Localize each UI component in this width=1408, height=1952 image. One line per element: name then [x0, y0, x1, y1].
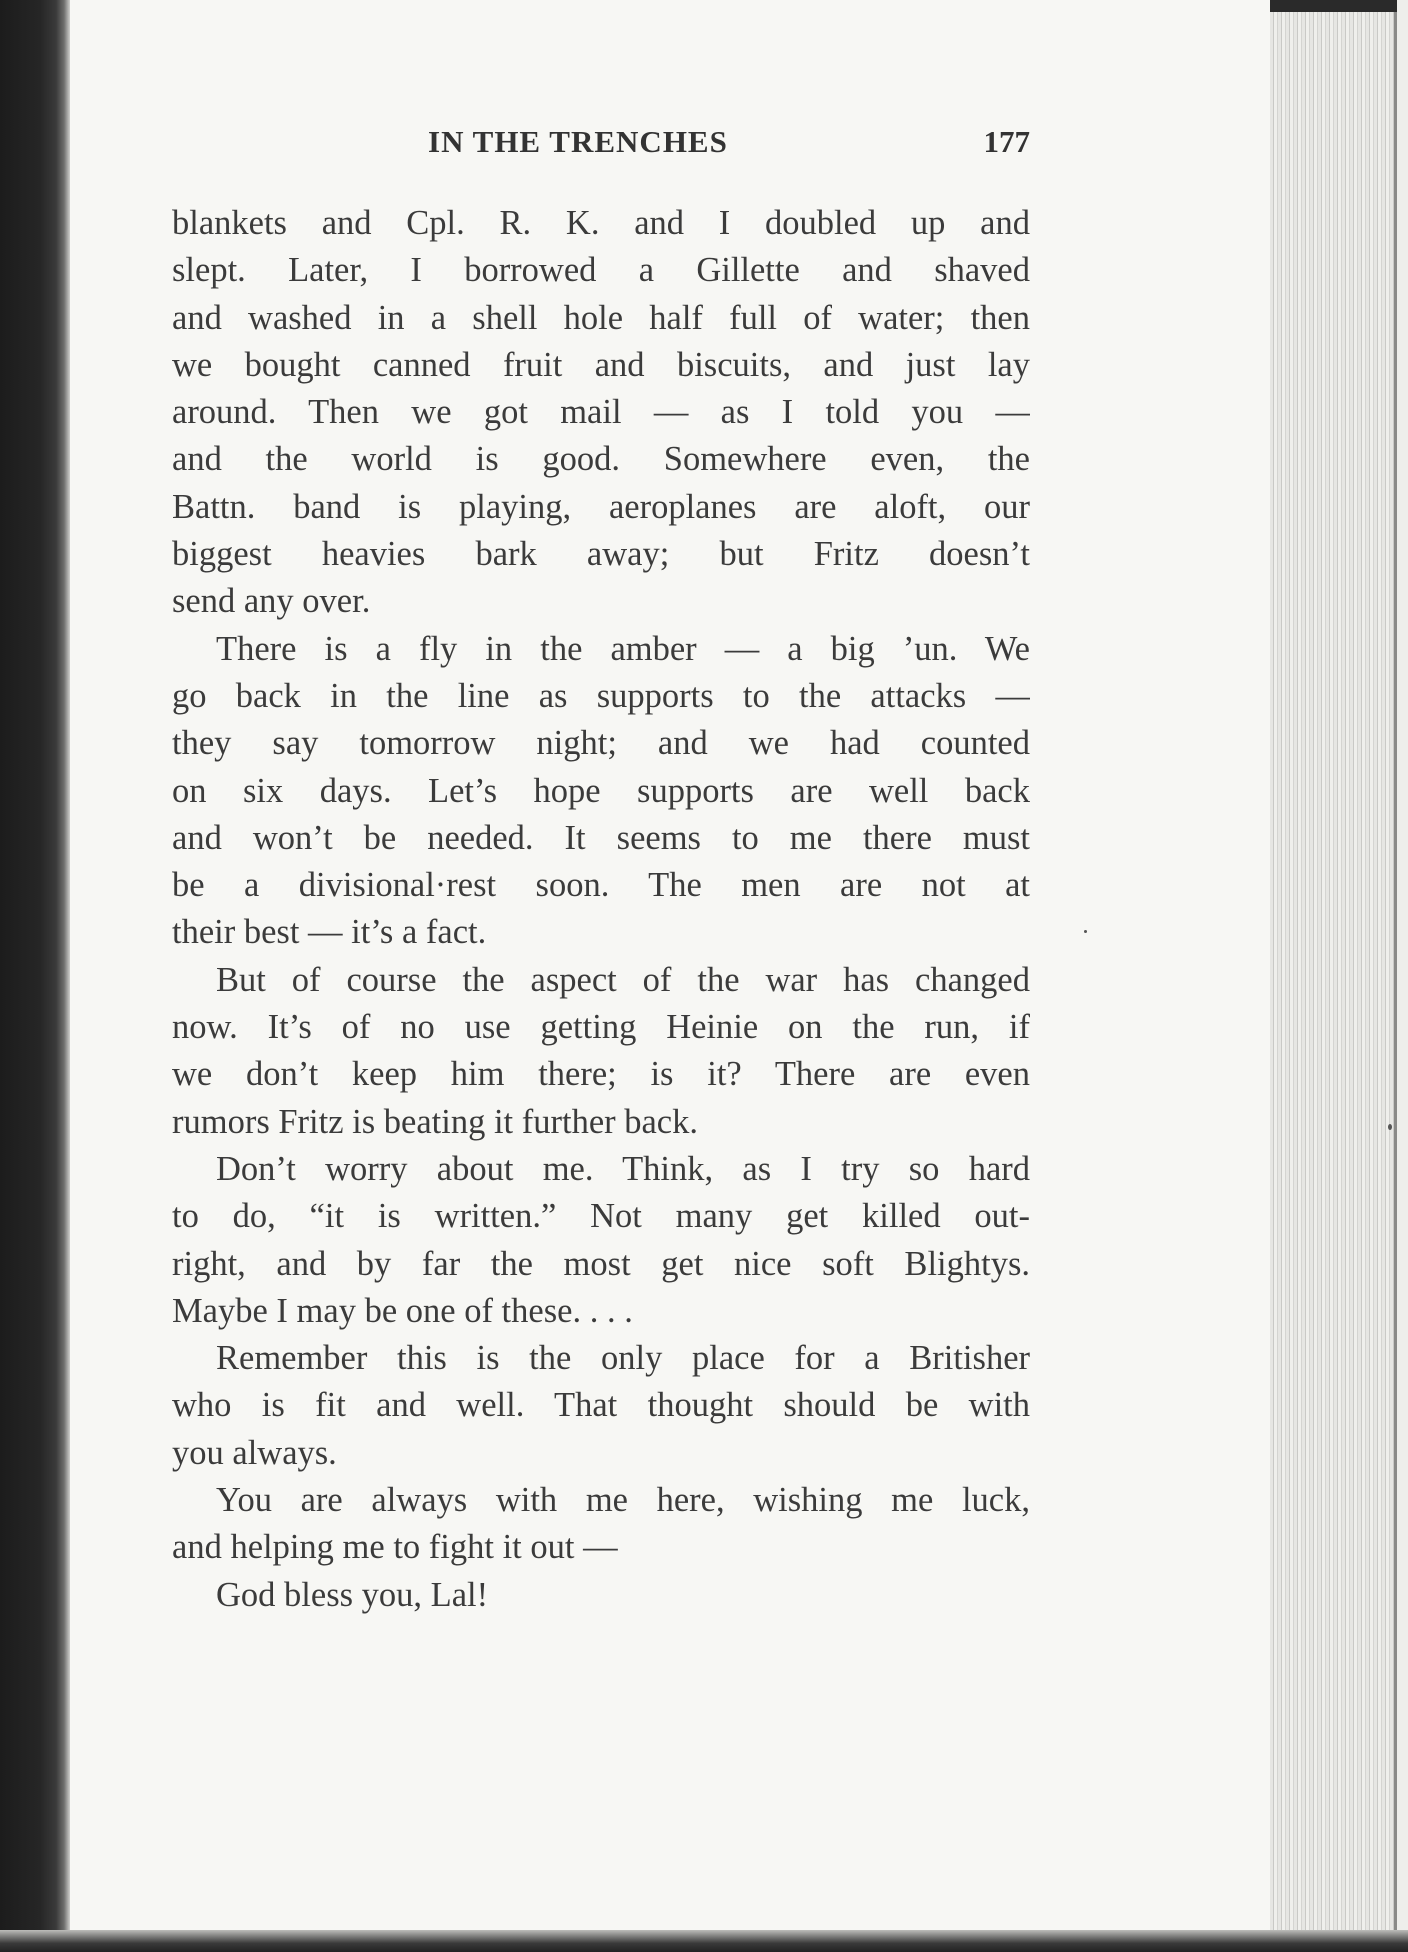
dust-speck [1084, 930, 1087, 933]
scan-bottom-edge [0, 1930, 1408, 1952]
text-line: and helping me to fight it out — [172, 1528, 618, 1567]
text-line: now. It’s of no use getting Heinie on the run, if [172, 1008, 1030, 1047]
body-text [172, 200, 1030, 1619]
text-line: be a divisional·rest soon. The men are not at [172, 866, 1030, 905]
text-line: we bought canned fruit and biscuits, and just lay [172, 345, 1030, 384]
text-line: Battn. band is playing, aeroplanes are aloft, our [172, 487, 1030, 526]
text-line: they say tomorrow night; and we had counted [172, 724, 1030, 763]
text-line: you always. [172, 1433, 337, 1472]
text-line: But of course the aspect of the war has changed [216, 960, 1030, 999]
text-line: we don’t keep him there; is it? There are even [172, 1055, 1030, 1094]
dust-speck [1388, 1124, 1392, 1130]
text-line: and won’t be needed. It seems to me there must [172, 818, 1030, 857]
text-line: who is fit and well. That thought should be with [172, 1386, 1030, 1425]
page-header [175, 124, 1030, 168]
text-line: send any over. [172, 582, 371, 621]
book-gutter [0, 0, 70, 1952]
text-line: God bless you, Lal! [216, 1575, 489, 1614]
text-line: There is a fly in the amber — a big ’un. We [216, 629, 1030, 668]
text-line: right, and by far the most get nice soft Blightys. [172, 1244, 1030, 1283]
text-line: their best — it’s a fact. [172, 913, 487, 952]
text-line: and washed in a shell hole half full of water; then [172, 298, 1030, 337]
text-line: to do, “it is written.” Not many get killed out- [172, 1197, 1030, 1236]
text-line: You are always with me here, wishing me luck, [216, 1481, 1030, 1520]
page-stack-edge [1270, 12, 1397, 1930]
text-line: around. Then we got mail — as I told you — [172, 393, 1030, 432]
text-line: on six days. Let’s hope supports are well back [172, 771, 1030, 810]
text-line: and the world is good. Somewhere even, the [172, 440, 1030, 479]
page-number: 177 [983, 124, 1030, 159]
text-line: blankets and Cpl. R. K. and I doubled up and [172, 204, 1030, 242]
text-line: Don’t worry about me. Think, as I try so hard [216, 1149, 1030, 1188]
text-line: go back in the line as supports to the attacks — [172, 676, 1030, 715]
text-line: Remember this is the only place for a Britisher [216, 1339, 1030, 1378]
text-line: Maybe I may be one of these. . . . [172, 1291, 633, 1330]
text-line: rumors Fritz is beating it further back. [172, 1102, 698, 1141]
text-line: biggest heavies bark away; but Fritz doesn’t [172, 535, 1030, 574]
text-line: slept. Later, I borrowed a Gillette and shaved [172, 251, 1030, 290]
running-head: IN THE TRENCHES [428, 124, 728, 159]
